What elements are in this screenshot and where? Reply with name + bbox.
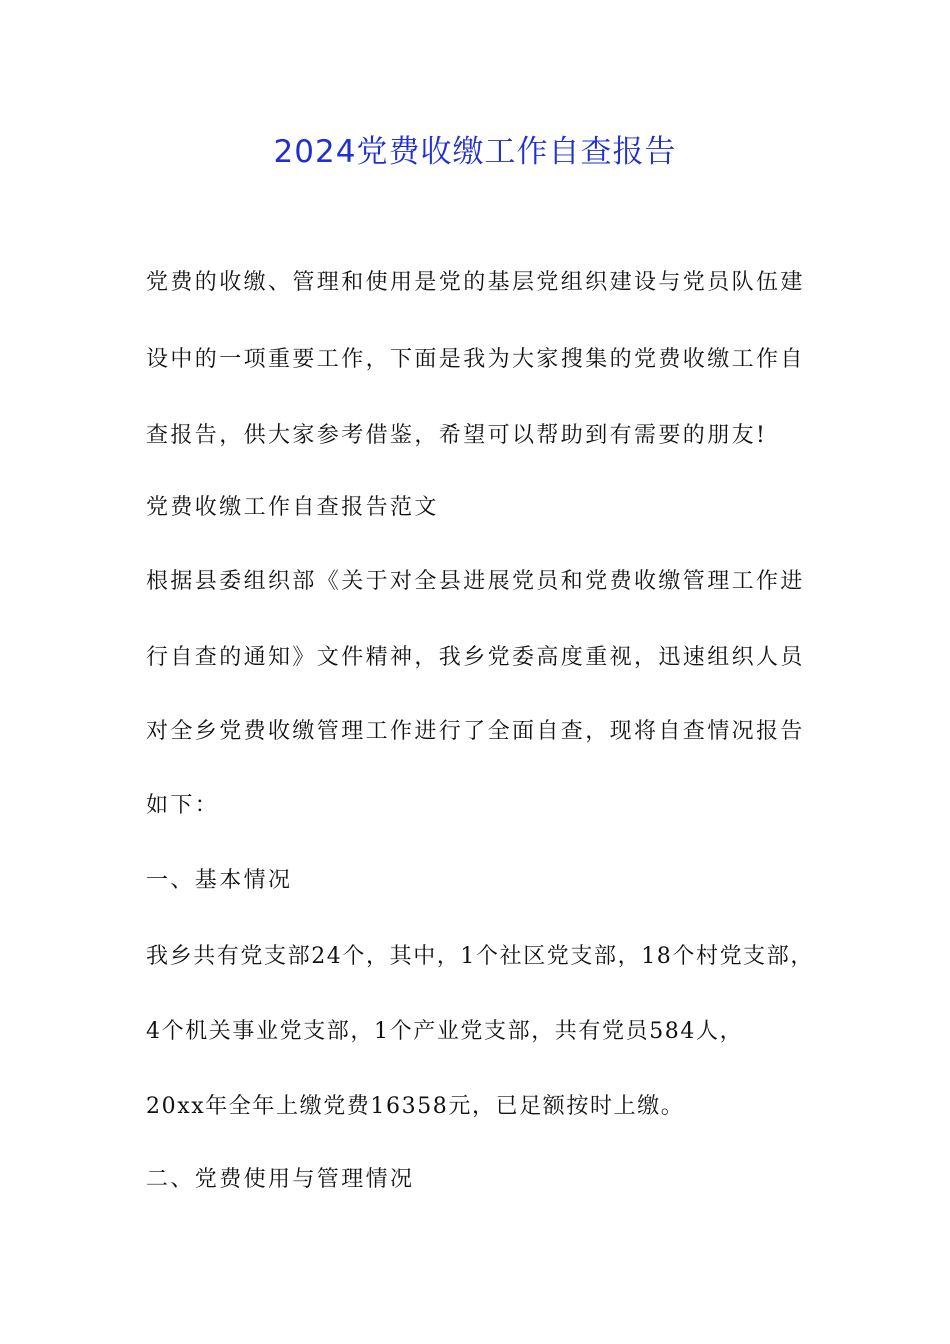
paragraph-line: 我乡共有党支部24个，其中，1个社区党支部，18个村党支部， <box>146 944 814 969</box>
paragraph-line: 20xx年全年上缴党费16358元，已足额按时上缴。 <box>146 1094 685 1119</box>
section-heading: 一、基本情况 <box>146 868 293 893</box>
paragraph-line: 根据县委组织部《关于对全县进展党员和党费收缴管理工作进 <box>146 569 805 594</box>
paragraph-line: 4个机关事业党支部，1个产业党支部，共有党员584人， <box>146 1019 744 1044</box>
section-heading: 党费收缴工作自查报告范文 <box>146 495 439 520</box>
paragraph-line: 党费的收缴、管理和使用是党的基层党组织建设与党员队伍建 <box>146 270 805 295</box>
document-title: 2024党费收缴工作自查报告 <box>273 134 677 170</box>
paragraph-line: 对全乡党费收缴管理工作进行了全面自查，现将自查情况报告 <box>146 719 805 744</box>
paragraph-line: 行自查的通知》文件精神，我乡党委高度重视，迅速组织人员 <box>146 645 805 670</box>
paragraph-line: 查报告，供大家参考借鉴，希望可以帮助到有需要的朋友! <box>146 423 768 448</box>
paragraph-line: 设中的一项重要工作，下面是我为大家搜集的党费收缴工作自 <box>146 347 805 372</box>
section-heading: 二、党费使用与管理情况 <box>146 1167 415 1192</box>
paragraph-line: 如下： <box>146 793 220 818</box>
